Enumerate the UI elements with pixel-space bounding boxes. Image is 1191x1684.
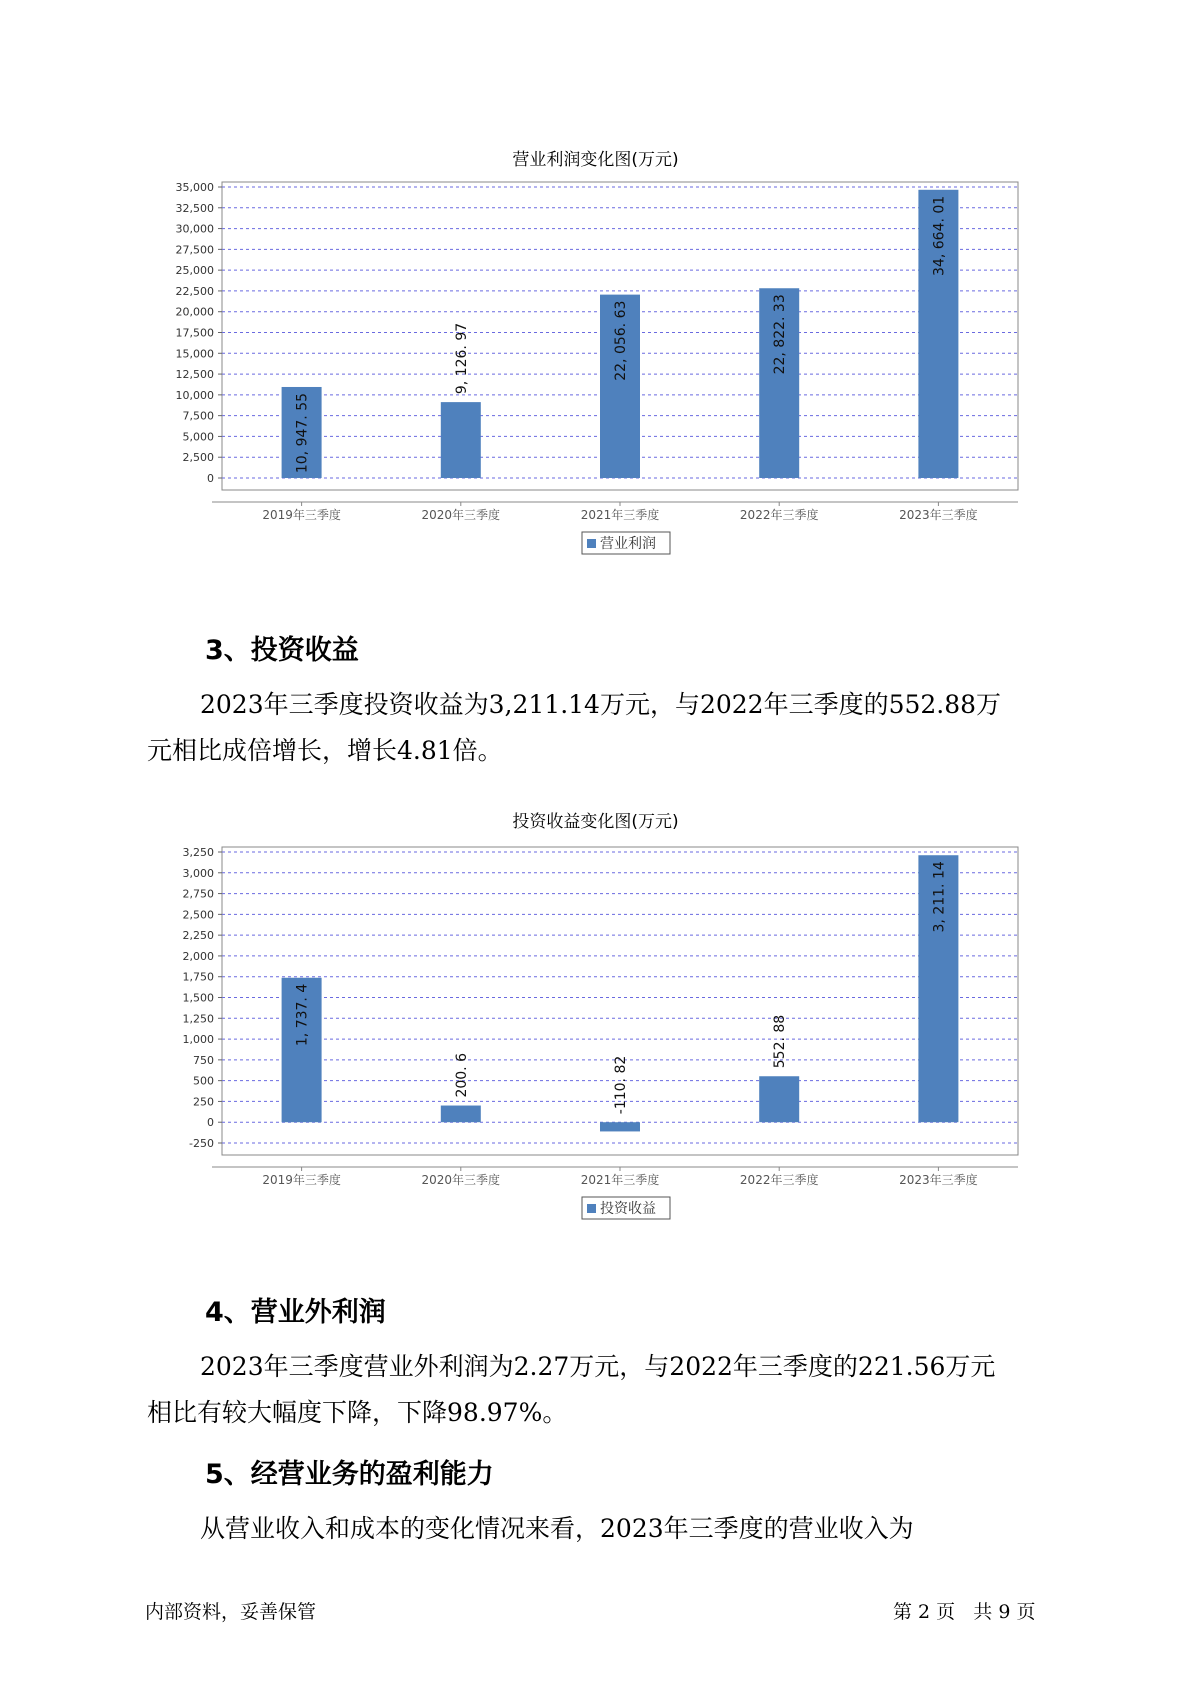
footer-page-number: 第 2 页 共 9 页 xyxy=(893,1601,1036,1623)
section3-heading: 3、投资收益 xyxy=(205,635,359,666)
y-tick-label: 2,500 xyxy=(182,451,214,465)
chart2-title: 投资收益变化图(万元) xyxy=(512,812,679,832)
y-tick-label: 3,000 xyxy=(182,866,214,880)
section3-line1: 2023年三季度投资收益为3,211.14万元，与2022年三季度的552.88万 xyxy=(200,690,1002,719)
y-tick-label: 750 xyxy=(193,1053,214,1067)
bar xyxy=(600,1122,640,1131)
operating-profit-chart xyxy=(150,180,1020,600)
y-tick-label: 10,000 xyxy=(175,388,214,402)
x-tick-label: 2019年三季度 xyxy=(262,1173,341,1187)
y-tick-label: 2,750 xyxy=(182,887,214,901)
section4-paragraph xyxy=(147,1344,1047,1436)
data-label: 552. 88 xyxy=(772,1014,789,1069)
y-tick-label: 25,000 xyxy=(175,264,214,278)
section5-paragraph xyxy=(147,1506,1047,1552)
data-label: 3, 211. 14 xyxy=(931,861,948,933)
data-label: 22, 822. 33 xyxy=(772,294,789,375)
data-label: 22, 056. 63 xyxy=(613,300,629,381)
legend-swatch xyxy=(587,539,596,548)
y-tick-label: 3,250 xyxy=(182,846,214,859)
x-tick-label: 2020年三季度 xyxy=(421,1173,501,1187)
y-tick-label: 2,250 xyxy=(182,929,214,943)
x-tick-label: 2023年三季度 xyxy=(899,508,978,522)
x-tick-label: 2021年三季度 xyxy=(580,1173,660,1187)
data-label: 10, 947. 55 xyxy=(294,392,311,474)
section3-paragraph xyxy=(147,682,1047,774)
data-label: 1, 737. 4 xyxy=(294,983,311,1047)
section4-line1: 2023年三季度营业外利润为2.27万元，与2022年三季度的221.56万元 xyxy=(200,1352,996,1381)
section3-line2: 元相比成倍增长，增长4.81倍。 xyxy=(147,736,503,765)
investment-income-chart xyxy=(150,845,1020,1265)
chart1-title: 营业利润变化图(万元) xyxy=(512,150,679,170)
y-tick-label: 12,500 xyxy=(175,368,214,382)
section4-line2: 相比有较大幅度下降，下降98.97%。 xyxy=(147,1398,568,1427)
y-tick-label: 2,500 xyxy=(182,908,214,922)
y-tick-label: 17,500 xyxy=(175,326,214,340)
y-tick-label: 1,750 xyxy=(182,970,214,984)
x-tick-label: 2023年三季度 xyxy=(899,1173,978,1187)
x-tick-label: 2022年三季度 xyxy=(739,1173,819,1187)
x-tick-label: 2020年三季度 xyxy=(421,508,501,522)
x-tick-label: 2019年三季度 xyxy=(262,508,341,522)
data-label: 200. 6 xyxy=(453,1053,470,1098)
bar xyxy=(759,1076,799,1122)
y-tick-label: 250 xyxy=(193,1095,214,1109)
legend-swatch xyxy=(587,1204,596,1213)
legend xyxy=(582,1197,670,1219)
x-tick-label: 2021年三季度 xyxy=(580,508,660,522)
y-tick-label: 1,250 xyxy=(182,1012,214,1026)
legend-label: 营业利润 xyxy=(600,536,656,552)
y-tick-label: 0 xyxy=(207,472,214,485)
y-tick-label: 20,000 xyxy=(175,305,214,319)
y-tick-label: 7,500 xyxy=(182,409,214,423)
y-tick-label: 500 xyxy=(193,1074,214,1088)
y-tick-label: 0 xyxy=(207,1116,214,1130)
legend xyxy=(582,532,670,554)
y-tick-label: 5,000 xyxy=(182,430,214,444)
data-label: 9, 126. 97 xyxy=(453,322,470,395)
y-tick-label: 1,500 xyxy=(182,991,214,1005)
y-tick-label: 32,500 xyxy=(175,201,214,215)
y-tick-label: -250 xyxy=(189,1137,214,1150)
legend-label: 投资收益 xyxy=(600,1201,656,1217)
y-tick-label: 2,000 xyxy=(182,949,214,963)
y-tick-label: 30,000 xyxy=(175,222,214,236)
data-label: 34, 664. 01 xyxy=(931,195,948,276)
y-tick-label: 27,500 xyxy=(175,243,214,257)
section4-heading: 4、营业外利润 xyxy=(205,1297,386,1328)
section5-heading: 5、经营业务的盈利能力 xyxy=(205,1459,494,1490)
y-tick-label: 15,000 xyxy=(175,347,214,361)
y-tick-label: 35,000 xyxy=(175,181,214,194)
y-tick-label: 1,000 xyxy=(182,1033,214,1047)
bar xyxy=(441,1106,481,1123)
bar xyxy=(441,402,481,478)
x-tick-label: 2022年三季度 xyxy=(739,508,819,522)
section5-line1: 从营业收入和成本的变化情况来看，2023年三季度的营业收入为 xyxy=(200,1514,914,1543)
footer-confidential-note: 内部资料，妥善保管 xyxy=(145,1601,317,1623)
y-tick-label: 22,500 xyxy=(175,284,214,298)
data-label: -110. 82 xyxy=(613,1055,629,1115)
